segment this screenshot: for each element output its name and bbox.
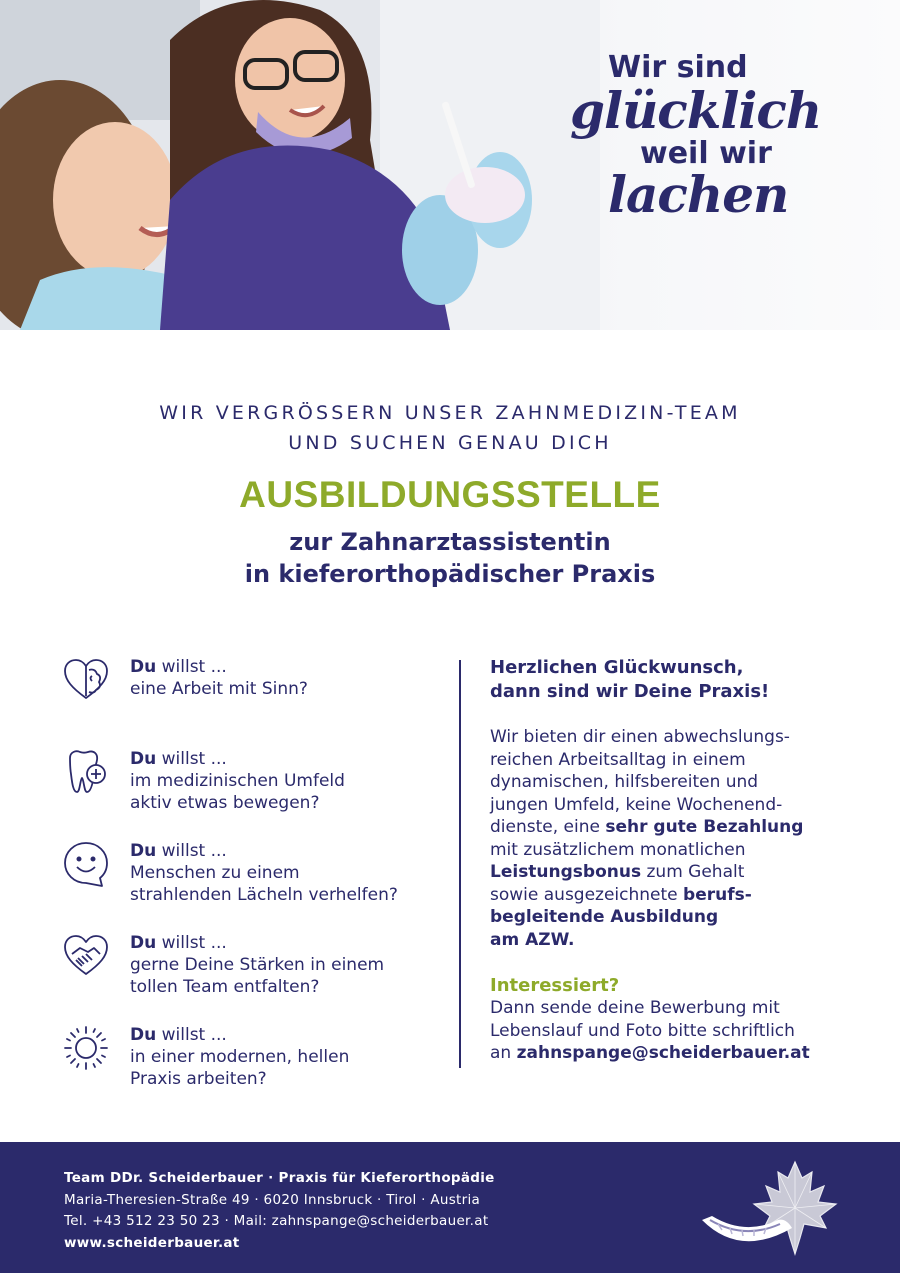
handshake-heart-icon <box>62 932 110 980</box>
interest-heading: Interessiert? <box>490 975 620 996</box>
list-item-lead: Du <box>130 1025 157 1045</box>
list-item-line: Menschen zu einem <box>130 863 300 883</box>
list-item-line: im medizinischen Umfeld <box>130 771 345 791</box>
list-item-lead: Du <box>130 841 157 861</box>
list-item-lead: Du <box>130 933 157 953</box>
congrats-heading <box>490 656 860 704</box>
offer-line: mit zusätzlichem monatlichen <box>490 839 746 860</box>
page-title: AUSBILDUNGSSTELLE <box>239 474 661 515</box>
offer-section <box>490 656 860 1065</box>
list-item <box>62 656 452 748</box>
subtitle-line-2: in kieferorthopädischer Praxis <box>244 560 656 588</box>
slogan-line-4: lachen <box>608 165 789 224</box>
slogan-line-1: Wir sind <box>608 50 748 85</box>
offer-line: dienste, eine <box>490 817 606 837</box>
smile-bubble-icon <box>62 840 110 888</box>
offer-line: reichen Arbeitsalltag in einem <box>490 749 746 770</box>
sun-icon <box>62 1024 110 1072</box>
offer-text <box>490 726 860 951</box>
apply-text <box>490 997 860 1065</box>
list-item-text <box>130 932 384 998</box>
list-item-rest: willst ... <box>156 657 227 677</box>
offer-highlight: berufs- <box>683 884 752 905</box>
email-link[interactable]: zahnspange@scheiderbauer.at <box>516 1043 810 1063</box>
list-item-text <box>130 840 398 906</box>
list-item-rest: willst ... <box>156 1025 227 1045</box>
list-item-rest: willst ... <box>156 749 227 769</box>
slogan-line-2: glücklich <box>570 81 822 140</box>
list-item-text <box>130 748 345 814</box>
website-link[interactable]: www.scheiderbauer.at <box>64 1234 240 1251</box>
list-item <box>62 932 452 1024</box>
list-item-line: strahlenden Lächeln verhelfen? <box>130 885 398 905</box>
offer-line: Wir bieten dir einen abwechslungs- <box>490 727 790 747</box>
list-item-text <box>130 1024 349 1090</box>
list-item-line: eine Arbeit mit Sinn? <box>130 679 308 699</box>
intro-text <box>0 398 900 458</box>
list-item-line: in einer modernen, hellen <box>130 1047 350 1067</box>
list-item-text <box>130 656 308 700</box>
list-item-line: gerne Deine Stärken in einem <box>130 955 385 975</box>
offer-highlight: Leistungsbonus <box>490 862 642 882</box>
wants-list <box>62 656 452 1116</box>
intro-line-1: WIR VERGRÖSSERN UNSER ZAHNMEDIZIN-TEAM <box>159 402 741 424</box>
heart-brain-icon <box>62 656 110 704</box>
subtitle-line-1: zur Zahnarztassistentin <box>289 528 611 556</box>
offer-line: jungen Umfeld, keine Wochenend- <box>490 794 783 815</box>
apply-line: an <box>490 1043 517 1063</box>
list-item-line: aktiv etwas bewegen? <box>130 793 320 813</box>
subtitle <box>0 526 900 590</box>
list-item <box>62 748 452 840</box>
address: Maria-Theresien-Straße 49 · 6020 Innsbruck · Tirol · Austria <box>64 1191 481 1208</box>
offer-line: dynamischen, hilfsbereiten und <box>490 772 759 792</box>
list-item-lead: Du <box>130 749 157 769</box>
offer-line: zum Gehalt <box>641 862 745 882</box>
list-item-line: tollen Team entfalten? <box>130 977 320 997</box>
apply-line: Dann sende deine Bewerbung mit <box>490 998 780 1018</box>
offer-highlight: sehr gute Bezahlung <box>605 817 804 837</box>
offer-highlight: begleitende Ausbildung <box>490 907 719 927</box>
column-divider <box>459 660 461 1068</box>
intro-line-2: UND SUCHEN GENAU DICH <box>288 432 612 454</box>
list-item-lead: Du <box>130 657 157 677</box>
offer-highlight: am AZW. <box>490 929 575 950</box>
hero-photo <box>0 0 600 330</box>
apply-line: Lebenslauf und Foto bitte schriftlich <box>490 1020 795 1041</box>
hero-banner <box>0 0 900 330</box>
tooth-plus-icon <box>62 748 110 796</box>
list-item-line: Praxis arbeiten? <box>130 1069 267 1089</box>
list-item <box>62 1024 452 1116</box>
slogan-line-3: weil wir <box>640 136 772 171</box>
list-item <box>62 840 452 932</box>
congrats-line-1: Herzlichen Glückwunsch, <box>490 657 744 678</box>
offer-line: sowie ausgezeichnete <box>490 884 684 905</box>
congrats-line-2: dann sind wir Deine Praxis! <box>490 681 770 702</box>
practice-logo <box>700 1158 840 1258</box>
phone-mail: Tel. +43 512 23 50 23 · Mail: zahnspange@scheiderbauer.at <box>64 1213 489 1229</box>
contact-info <box>64 1168 495 1254</box>
slogan <box>570 50 900 224</box>
practice-name: Team DDr. Scheiderbauer · Praxis für Kieferorthopädie <box>64 1170 495 1186</box>
footer <box>0 1142 900 1273</box>
list-item-rest: willst ... <box>156 841 227 861</box>
list-item-rest: willst ... <box>156 933 227 953</box>
